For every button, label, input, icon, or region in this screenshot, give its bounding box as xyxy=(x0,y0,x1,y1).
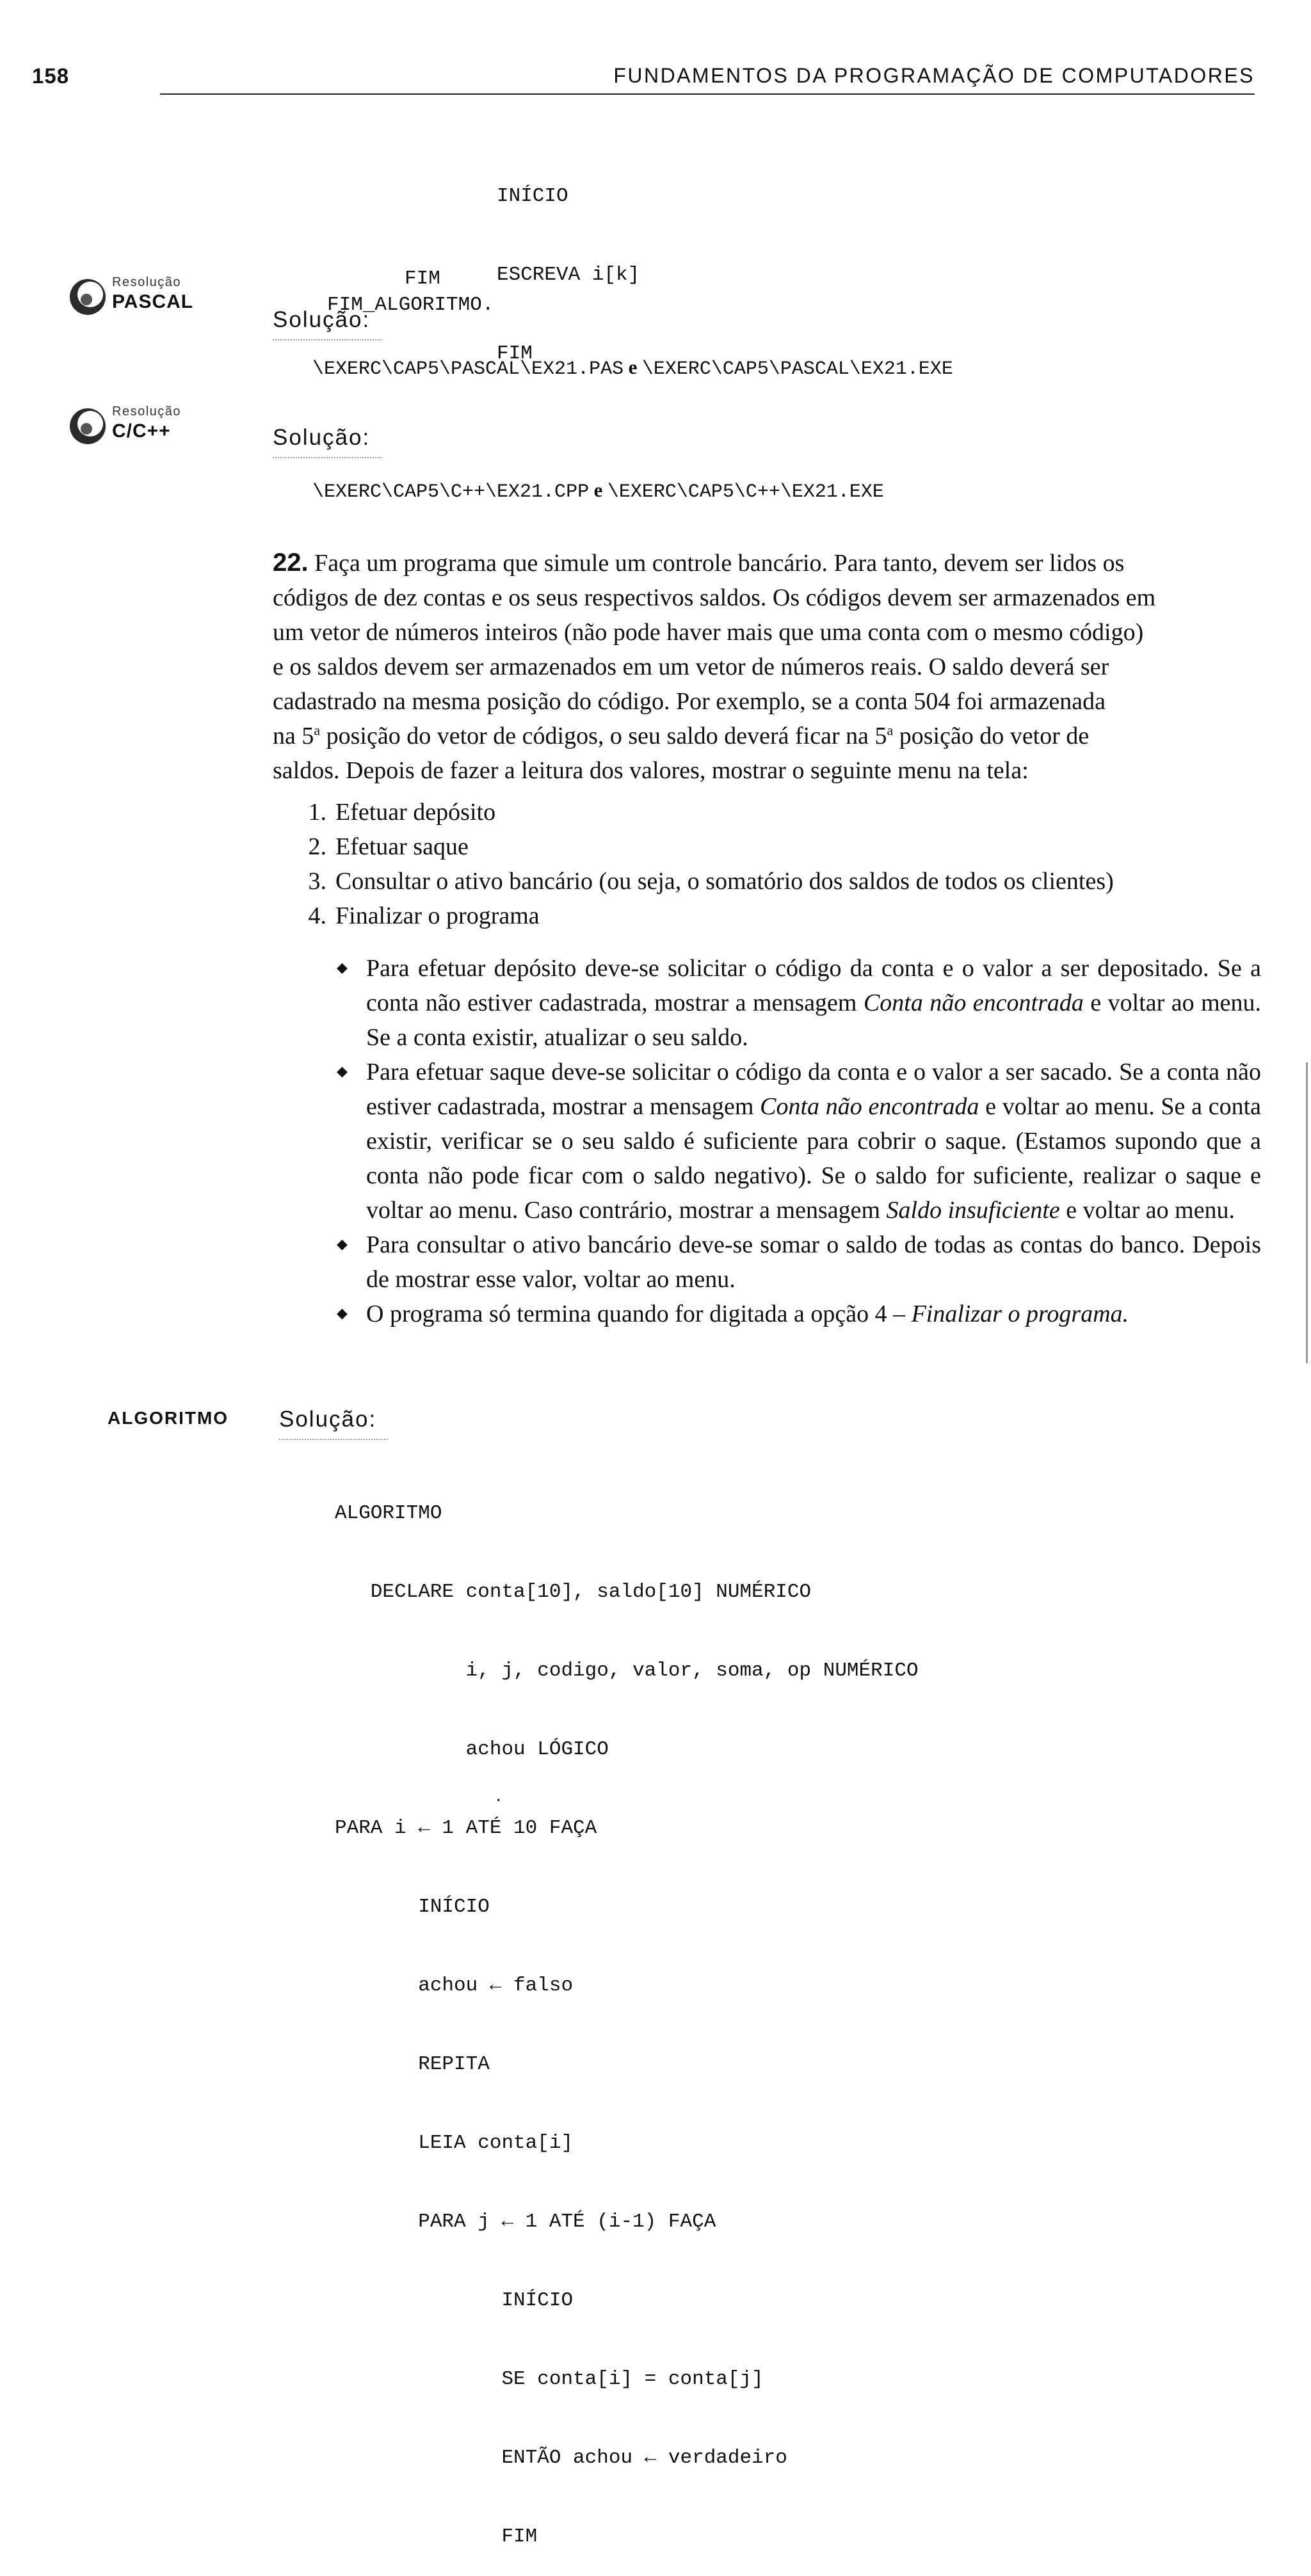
stray-dot: . xyxy=(496,1784,501,1805)
exercise-statement xyxy=(273,545,1255,788)
code-line: ALGORITMO xyxy=(335,1502,442,1524)
code-line: achou LÓGICO xyxy=(335,1738,609,1761)
list-item: 4. Finalizar o programa xyxy=(308,902,540,929)
disc-icon xyxy=(67,275,108,316)
code-line: FIM_ALGORITMO. xyxy=(327,294,494,316)
badge-small-label: Resolução xyxy=(112,275,182,289)
file-path: \EXERC\CAP5\C++\EX21.EXE xyxy=(607,481,884,503)
pascal-file-paths xyxy=(312,356,953,380)
resolucao-cpp-badge xyxy=(67,404,181,445)
running-title: FUNDAMENTOS DA PROGRAMAÇÃO DE COMPUTADORES xyxy=(613,64,1255,87)
solucao-underline xyxy=(273,457,382,458)
list-item: 1. Efetuar depósito xyxy=(308,799,496,826)
solucao-underline xyxy=(279,1439,388,1440)
bullet-item: ◆ Para efetuar saque deve-se solicitar o código da conta e o valor a ser sacado. Se a conta não estiver cadastrada, mostrar a mensagem Conta não encontrada e voltar ao menu. Se a conta existir, verificar se o seu saldo é suficiente para cobrir o saque. (Estamos supondo que a conta não pode ficar com o saldo negativo). Se o saldo for suficiente, realizar o saque e voltar ao menu. Caso contrário, mostrar a mensagem Saldo insuficiente e voltar ao menu. xyxy=(333,1055,1261,1228)
exercise-line: um vetor de números inteiros (não pode haver mais que uma conta com o mesmo código) xyxy=(273,619,1144,646)
code-line: DECLARE conta[10], saldo[10] NUMÉRICO xyxy=(335,1581,812,1603)
bullet-item: ◆ O programa só termina quando for digitada a opção 4 – Finalizar o programa. xyxy=(333,1297,1261,1331)
code-line: i, j, codigo, valor, soma, op NUMÉRICO xyxy=(335,1660,919,1682)
code-line: PARA j ← 1 ATÉ (i-1) FAÇA xyxy=(335,2211,716,2233)
list-item: 3. Consultar o ativo bancário (ou seja, o somatório dos saldos de todos os clientes) xyxy=(308,868,1114,895)
disc-icon xyxy=(67,404,108,445)
code-line: ENTÃO achou ← verdadeiro xyxy=(335,2447,787,2469)
algorithm-code xyxy=(335,1448,919,2576)
solucao-heading-pascal: Solução: xyxy=(273,307,371,332)
code-line: REPITA xyxy=(335,2053,490,2076)
rules-bullet-list xyxy=(333,951,1261,1331)
header-rule xyxy=(160,93,1255,95)
resolucao-pascal-badge xyxy=(67,275,193,316)
file-path: \EXERC\CAP5\PASCAL\EX21.EXE xyxy=(641,358,953,380)
code-line: PARA i ← 1 ATÉ 10 FAÇA xyxy=(335,1817,597,1839)
exercise-line: e os saldos devem ser armazenados em um vetor de números reais. O saldo deverá ser xyxy=(273,653,1109,680)
exercise-line: códigos de dez contas e os seus respectivos saldos. Os códigos devem ser armazenados em xyxy=(273,584,1156,611)
file-path: \EXERC\CAP5\C++\EX21.CPP xyxy=(312,481,590,503)
exercise-line: na 5$^a$ posição do vetor de códigos, o seu saldo deverá ficar na 5$^a$ posição do vetor de xyxy=(273,722,1090,749)
code-line: INÍCIO xyxy=(335,2289,574,2312)
code-line: achou ← falso xyxy=(335,1974,574,1997)
algoritmo-margin-label: ALGORITMO xyxy=(108,1408,229,1428)
badge-big-label: C/C++ xyxy=(112,420,171,442)
conjunction: e xyxy=(593,479,603,501)
bullet-item: ◆ Para efetuar depósito deve-se solicitar o código da conta e o valor a ser depositado. Se a conta não estiver cadastrada, mostrar a mensagem Conta não encontrada e voltar ao menu. Se a conta existir, atualizar o seu saldo. xyxy=(333,951,1261,1055)
bullet-item: ◆ Para consultar o ativo bancário deve-se somar o saldo de todas as contas do banco. Depois de mostrar esse valor, voltar ao menu. xyxy=(333,1228,1261,1297)
code-line: FIM xyxy=(335,2525,538,2548)
code-line: INÍCIO xyxy=(335,1896,490,1918)
solucao-underline xyxy=(273,339,382,340)
code-line: ESCREVA i[k] xyxy=(497,264,640,286)
solucao-heading-algoritmo: Solução: xyxy=(279,1407,377,1432)
code-line: FIM xyxy=(405,268,440,290)
page-number: 158 xyxy=(32,64,70,88)
solucao-heading-cpp: Solução: xyxy=(273,425,371,450)
page-edge-mark xyxy=(1306,1062,1308,1363)
badge-big-label: PASCAL xyxy=(112,291,194,312)
code-line: FIM xyxy=(497,342,533,365)
exercise-line: 22. Faça um programa que simule um controle bancário. Para tanto, devem ser lidos os xyxy=(273,548,1125,577)
code-line: LEIA conta[i] xyxy=(335,2132,574,2154)
file-path: \EXERC\CAP5\PASCAL\EX21.PAS xyxy=(312,358,624,380)
code-continuation-inner xyxy=(497,131,639,393)
badge-small-label: Resolução xyxy=(112,404,182,419)
code-line: INÍCIO xyxy=(497,185,568,207)
conjunction: e xyxy=(628,356,638,378)
exercise-line: cadastrado na mesma posição do código. Por exemplo, se a conta 504 foi armazenada xyxy=(273,688,1106,715)
cpp-file-paths xyxy=(312,479,884,503)
exercise-line: saldos. Depois de fazer a leitura dos valores, mostrar o seguinte menu na tela: xyxy=(273,757,1029,784)
exercise-number: 22. xyxy=(273,548,309,577)
list-item: 2. Efetuar saque xyxy=(308,833,469,860)
menu-options-list xyxy=(296,795,1114,933)
code-line: SE conta[i] = conta[j] xyxy=(335,2368,764,2390)
